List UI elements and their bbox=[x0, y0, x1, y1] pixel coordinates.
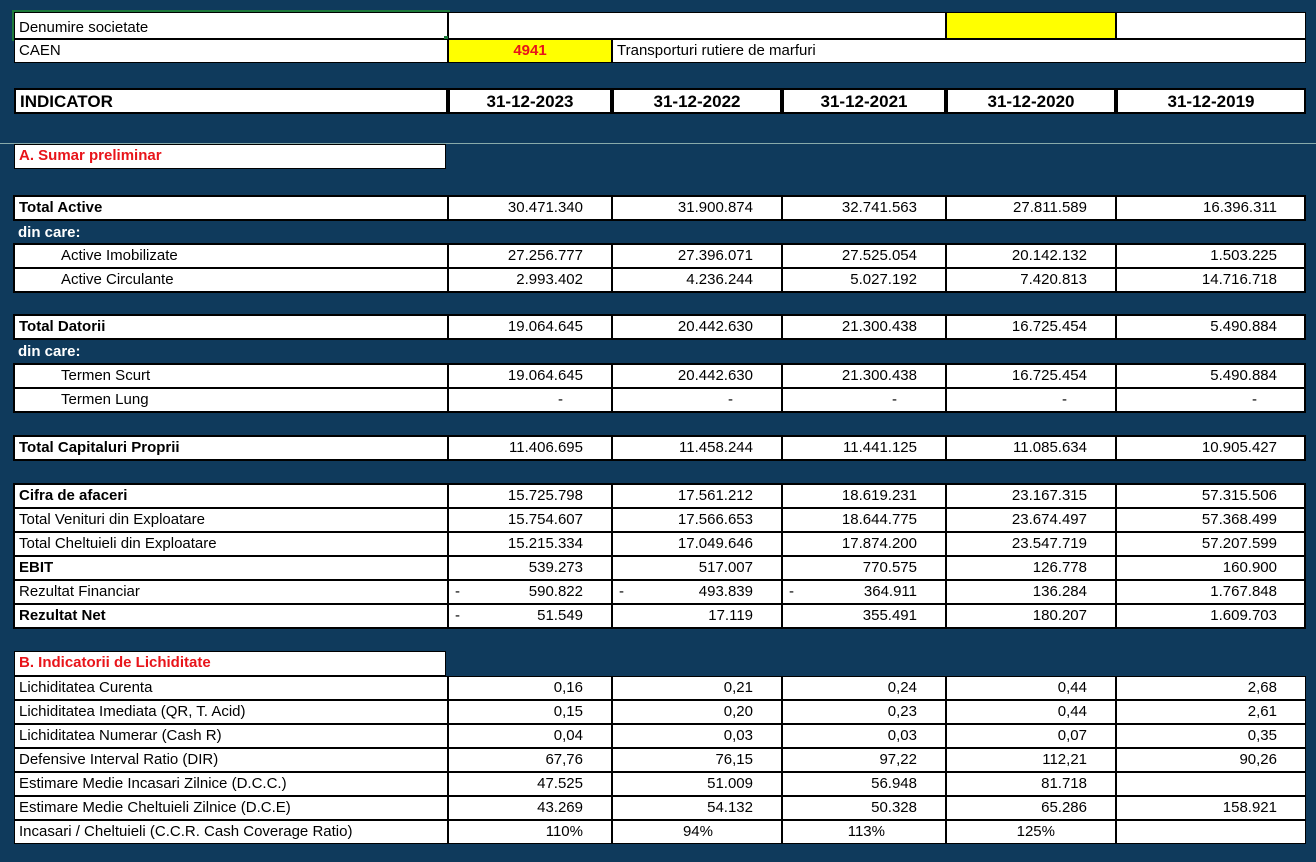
value-text: 355.491 bbox=[862, 607, 917, 624]
value-cell[interactable] bbox=[946, 268, 1116, 292]
value-text: 30.471.340 bbox=[507, 199, 583, 216]
value-text: 23.547.719 bbox=[1011, 535, 1087, 552]
value-cell[interactable] bbox=[782, 268, 946, 292]
value-text: 2.993.402 bbox=[516, 271, 583, 288]
value-cell[interactable] bbox=[946, 196, 1116, 220]
row-label[interactable]: Active Imobilizate bbox=[14, 244, 448, 268]
value-cell[interactable] bbox=[1116, 700, 1306, 724]
section-b-title[interactable]: B. Indicatorii de Lichiditate bbox=[14, 651, 446, 676]
year-header[interactable]: 31-12-2023 bbox=[448, 88, 612, 114]
value-text: 17.874.200 bbox=[841, 535, 917, 552]
value-cell[interactable] bbox=[612, 580, 782, 604]
value-cell[interactable] bbox=[448, 196, 612, 220]
value-cell[interactable] bbox=[946, 436, 1116, 460]
value-text: 94% bbox=[682, 823, 713, 840]
value-text: 51.549 bbox=[537, 607, 583, 624]
row-label[interactable]: Termen Lung bbox=[14, 388, 448, 412]
value-cell[interactable] bbox=[448, 315, 612, 339]
year-header[interactable]: 31-12-2019 bbox=[1116, 88, 1306, 114]
value-cell[interactable] bbox=[1116, 244, 1306, 268]
value-cell[interactable] bbox=[612, 196, 782, 220]
value-text: 180.207 bbox=[1032, 607, 1087, 624]
year-header[interactable]: 31-12-2022 bbox=[612, 88, 782, 114]
value-text: 16.725.454 bbox=[1011, 367, 1087, 384]
value-cell[interactable] bbox=[448, 532, 612, 556]
value-text: 1.503.225 bbox=[1210, 247, 1277, 264]
value-cell[interactable] bbox=[448, 676, 612, 700]
row-label[interactable]: Total Capitaluri Proprii bbox=[14, 436, 448, 460]
value-text: 0,15 bbox=[553, 703, 583, 720]
section-a-title[interactable]: A. Sumar preliminar bbox=[14, 144, 446, 169]
value-cell[interactable] bbox=[946, 388, 1116, 412]
value-cell[interactable] bbox=[1116, 556, 1306, 580]
value-cell[interactable] bbox=[946, 700, 1116, 724]
value-text: 0,07 bbox=[1057, 727, 1087, 744]
value-cell[interactable] bbox=[1116, 388, 1306, 412]
value-text: 5.490.884 bbox=[1210, 318, 1277, 335]
value-cell[interactable] bbox=[782, 315, 946, 339]
value-text: 81.718 bbox=[1041, 775, 1087, 792]
value-cell[interactable] bbox=[782, 724, 946, 748]
value-text: 57.207.599 bbox=[1201, 535, 1277, 552]
row-label[interactable]: Total Venituri din Exploatare bbox=[14, 508, 448, 532]
value-cell[interactable] bbox=[448, 364, 612, 388]
value-text: 23.674.497 bbox=[1011, 511, 1087, 528]
value-text: 56.948 bbox=[871, 775, 917, 792]
value-cell[interactable] bbox=[946, 604, 1116, 628]
negative-sign: - bbox=[619, 583, 624, 600]
value-cell[interactable] bbox=[1116, 820, 1306, 844]
value-cell[interactable] bbox=[782, 484, 946, 508]
value-text: 158.921 bbox=[1222, 799, 1277, 816]
caen-code[interactable]: 4941 bbox=[448, 39, 612, 63]
row-label[interactable]: Rezultat Financiar bbox=[14, 580, 448, 604]
row-label[interactable]: Estimare Medie Cheltuieli Zilnice (D.C.E) bbox=[14, 796, 448, 820]
row-label[interactable]: Lichiditatea Curenta bbox=[14, 676, 448, 700]
value-text: 51.009 bbox=[707, 775, 753, 792]
value-text: 112,21 bbox=[1042, 751, 1087, 768]
row-label[interactable]: Total Datorii bbox=[14, 315, 448, 339]
value-text: - bbox=[728, 391, 733, 408]
value-cell[interactable] bbox=[612, 268, 782, 292]
value-text: 590.822 bbox=[528, 583, 583, 600]
caen-description[interactable]: Transporturi rutiere de marfuri bbox=[612, 39, 1306, 63]
value-cell[interactable] bbox=[1116, 580, 1306, 604]
row-label[interactable]: Incasari / Cheltuieli (C.C.R. Cash Coverage Ratio) bbox=[14, 820, 448, 844]
value-cell[interactable] bbox=[448, 700, 612, 724]
value-cell[interactable] bbox=[448, 796, 612, 820]
value-text: 15.725.798 bbox=[507, 487, 583, 504]
value-cell[interactable] bbox=[448, 580, 612, 604]
value-text: 20.442.630 bbox=[677, 318, 753, 335]
value-cell[interactable] bbox=[1116, 508, 1306, 532]
value-text: 21.300.438 bbox=[841, 318, 917, 335]
cell-selection bbox=[12, 10, 450, 41]
value-text: 4.236.244 bbox=[686, 271, 753, 288]
row-label[interactable]: EBIT bbox=[14, 556, 448, 580]
value-cell[interactable] bbox=[946, 508, 1116, 532]
value-text: 27.256.777 bbox=[507, 247, 583, 264]
value-cell[interactable] bbox=[782, 556, 946, 580]
value-cell[interactable] bbox=[782, 436, 946, 460]
value-cell[interactable] bbox=[782, 604, 946, 628]
value-text: 54.132 bbox=[707, 799, 753, 816]
value-text: 1.767.848 bbox=[1210, 583, 1277, 600]
value-text: 31.900.874 bbox=[677, 199, 753, 216]
value-text: 32.741.563 bbox=[841, 199, 917, 216]
value-cell[interactable] bbox=[448, 484, 612, 508]
value-text: 18.644.775 bbox=[841, 511, 917, 528]
indicator-header[interactable]: INDICATOR bbox=[14, 88, 448, 114]
value-cell[interactable] bbox=[612, 604, 782, 628]
value-text: 15.215.334 bbox=[507, 535, 583, 552]
value-text: 0,16 bbox=[553, 679, 583, 696]
value-text: 0,35 bbox=[1247, 727, 1277, 744]
value-text: 11.458.244 bbox=[679, 439, 753, 456]
negative-sign: - bbox=[789, 583, 794, 600]
value-text: 17.049.646 bbox=[677, 535, 753, 552]
value-cell[interactable] bbox=[612, 508, 782, 532]
value-cell[interactable] bbox=[782, 508, 946, 532]
value-cell[interactable] bbox=[946, 532, 1116, 556]
value-cell[interactable] bbox=[448, 268, 612, 292]
value-text: 67,76 bbox=[545, 751, 583, 768]
value-cell[interactable] bbox=[612, 436, 782, 460]
value-cell[interactable] bbox=[946, 748, 1116, 772]
value-cell[interactable] bbox=[612, 556, 782, 580]
value-text: 27.811.589 bbox=[1013, 199, 1087, 216]
value-text: 0,23 bbox=[887, 703, 917, 720]
row-label[interactable]: Lichiditatea Numerar (Cash R) bbox=[14, 724, 448, 748]
value-text: 125% bbox=[1016, 823, 1055, 840]
value-text: 27.396.071 bbox=[677, 247, 753, 264]
value-cell[interactable] bbox=[782, 196, 946, 220]
value-cell[interactable] bbox=[946, 772, 1116, 796]
value-text: 136.284 bbox=[1032, 583, 1087, 600]
value-text: 11.406.695 bbox=[509, 439, 583, 456]
value-text: 11.085.634 bbox=[1013, 439, 1087, 456]
row-label[interactable]: Lichiditatea Imediata (QR, T. Acid) bbox=[14, 700, 448, 724]
value-cell[interactable] bbox=[946, 364, 1116, 388]
row-label[interactable]: Total Active bbox=[14, 196, 448, 220]
value-cell[interactable] bbox=[782, 700, 946, 724]
value-text: 1.609.703 bbox=[1210, 607, 1277, 624]
value-cell[interactable] bbox=[612, 244, 782, 268]
value-cell[interactable] bbox=[612, 364, 782, 388]
value-text: 113% bbox=[847, 823, 885, 840]
year-header[interactable]: 31-12-2020 bbox=[946, 88, 1116, 114]
value-text: 97,22 bbox=[879, 751, 917, 768]
value-cell[interactable] bbox=[782, 532, 946, 556]
value-text: 19.064.645 bbox=[507, 367, 583, 384]
value-text: 17.561.212 bbox=[677, 487, 753, 504]
value-text: - bbox=[1062, 391, 1067, 408]
din-care-label: din care: bbox=[18, 343, 81, 360]
company-name-label[interactable]: Denumire societate bbox=[14, 12, 448, 39]
value-text: 15.754.607 bbox=[507, 511, 583, 528]
value-cell[interactable] bbox=[782, 580, 946, 604]
blank-cell[interactable] bbox=[1116, 12, 1306, 39]
value-cell[interactable] bbox=[448, 724, 612, 748]
value-cell[interactable] bbox=[448, 772, 612, 796]
value-cell[interactable] bbox=[612, 820, 782, 844]
value-cell[interactable] bbox=[946, 724, 1116, 748]
value-text: 0,44 bbox=[1057, 703, 1087, 720]
value-cell[interactable] bbox=[946, 676, 1116, 700]
value-text: 18.619.231 bbox=[841, 487, 917, 504]
value-text: 16.725.454 bbox=[1011, 318, 1087, 335]
value-cell[interactable] bbox=[946, 244, 1116, 268]
negative-sign: - bbox=[455, 607, 460, 624]
value-text: 19.064.645 bbox=[507, 318, 583, 335]
value-cell[interactable] bbox=[612, 484, 782, 508]
value-cell[interactable] bbox=[782, 244, 946, 268]
value-cell[interactable] bbox=[612, 748, 782, 772]
value-cell[interactable] bbox=[448, 748, 612, 772]
value-text: - bbox=[1252, 391, 1257, 408]
value-text: 0,04 bbox=[553, 727, 583, 744]
value-cell[interactable] bbox=[1116, 315, 1306, 339]
value-cell[interactable] bbox=[782, 772, 946, 796]
value-cell[interactable] bbox=[612, 532, 782, 556]
value-cell[interactable] bbox=[448, 436, 612, 460]
value-text: 43.269 bbox=[537, 799, 583, 816]
value-text: 10.905.427 bbox=[1201, 439, 1277, 456]
value-text: 27.525.054 bbox=[841, 247, 917, 264]
value-text: 16.396.311 bbox=[1203, 199, 1277, 216]
value-text: 5.027.192 bbox=[850, 271, 917, 288]
value-text: 90,26 bbox=[1239, 751, 1277, 768]
value-text: 160.900 bbox=[1222, 559, 1277, 576]
din-care-label: din care: bbox=[18, 224, 81, 241]
value-text: 57.315.506 bbox=[1201, 487, 1277, 504]
value-cell[interactable] bbox=[1116, 796, 1306, 820]
value-text: 20.142.132 bbox=[1011, 247, 1087, 264]
value-text: 0,03 bbox=[723, 727, 753, 744]
value-text: 0,24 bbox=[887, 679, 917, 696]
value-cell[interactable] bbox=[1116, 196, 1306, 220]
value-text: 110% bbox=[545, 823, 583, 840]
value-text: 57.368.499 bbox=[1201, 511, 1277, 528]
value-cell[interactable] bbox=[1116, 676, 1306, 700]
year-header[interactable]: 31-12-2021 bbox=[782, 88, 946, 114]
highlight-cell[interactable] bbox=[946, 12, 1116, 39]
caen-label[interactable]: CAEN bbox=[14, 39, 448, 63]
value-text: 11.441.125 bbox=[843, 439, 917, 456]
value-cell[interactable] bbox=[782, 388, 946, 412]
value-cell[interactable] bbox=[946, 580, 1116, 604]
value-cell[interactable] bbox=[448, 508, 612, 532]
value-cell[interactable] bbox=[782, 676, 946, 700]
value-cell[interactable] bbox=[612, 796, 782, 820]
value-cell[interactable] bbox=[946, 820, 1116, 844]
value-cell[interactable] bbox=[1116, 724, 1306, 748]
value-cell[interactable] bbox=[1116, 484, 1306, 508]
value-cell[interactable] bbox=[1116, 532, 1306, 556]
value-text: - bbox=[558, 391, 563, 408]
value-text: 21.300.438 bbox=[841, 367, 917, 384]
value-cell[interactable] bbox=[448, 820, 612, 844]
value-text: 493.839 bbox=[698, 583, 753, 600]
value-cell[interactable] bbox=[782, 796, 946, 820]
value-cell[interactable] bbox=[946, 484, 1116, 508]
row-label[interactable]: Cifra de afaceri bbox=[14, 484, 448, 508]
row-label[interactable]: Termen Scurt bbox=[14, 364, 448, 388]
value-cell[interactable] bbox=[782, 748, 946, 772]
value-text: 65.286 bbox=[1041, 799, 1087, 816]
row-label[interactable]: Active Circulante bbox=[14, 268, 448, 292]
negative-sign: - bbox=[455, 583, 460, 600]
value-cell[interactable] bbox=[448, 388, 612, 412]
value-text: 5.490.884 bbox=[1210, 367, 1277, 384]
value-cell[interactable] bbox=[946, 796, 1116, 820]
value-cell[interactable] bbox=[1116, 604, 1306, 628]
row-label[interactable]: Defensive Interval Ratio (DIR) bbox=[14, 748, 448, 772]
value-text: 50.328 bbox=[871, 799, 917, 816]
value-text: 126.778 bbox=[1032, 559, 1087, 576]
value-cell[interactable] bbox=[1116, 364, 1306, 388]
row-label[interactable]: Estimare Medie Incasari Zilnice (D.C.C.) bbox=[14, 772, 448, 796]
value-text: 0,21 bbox=[723, 679, 753, 696]
value-text: 20.442.630 bbox=[677, 367, 753, 384]
value-text: 0,20 bbox=[723, 703, 753, 720]
value-text: 2,61 bbox=[1247, 703, 1277, 720]
value-text: 539.273 bbox=[528, 559, 583, 576]
value-text: 0,44 bbox=[1057, 679, 1087, 696]
value-cell[interactable] bbox=[612, 676, 782, 700]
value-text: 364.911 bbox=[863, 583, 917, 600]
value-text: 17.119 bbox=[708, 607, 753, 624]
value-cell[interactable] bbox=[1116, 436, 1306, 460]
value-cell[interactable] bbox=[448, 556, 612, 580]
value-cell[interactable] bbox=[612, 388, 782, 412]
value-text: 7.420.813 bbox=[1020, 271, 1087, 288]
value-cell[interactable] bbox=[1116, 772, 1306, 796]
value-cell[interactable] bbox=[946, 556, 1116, 580]
value-cell[interactable] bbox=[1116, 268, 1306, 292]
value-text: 76,15 bbox=[715, 751, 753, 768]
value-cell[interactable] bbox=[782, 364, 946, 388]
value-cell[interactable] bbox=[782, 820, 946, 844]
value-text: 23.167.315 bbox=[1011, 487, 1087, 504]
row-label[interactable]: Total Cheltuieli din Exploatare bbox=[14, 532, 448, 556]
value-cell[interactable] bbox=[612, 315, 782, 339]
value-text: 770.575 bbox=[862, 559, 917, 576]
value-cell[interactable] bbox=[612, 724, 782, 748]
company-name-value[interactable] bbox=[448, 12, 946, 39]
value-cell[interactable] bbox=[946, 315, 1116, 339]
value-cell[interactable] bbox=[448, 604, 612, 628]
value-text: 17.566.653 bbox=[677, 511, 753, 528]
value-text: 517.007 bbox=[698, 559, 753, 576]
value-text: 2,68 bbox=[1247, 679, 1277, 696]
value-cell[interactable] bbox=[1116, 748, 1306, 772]
value-text: 47.525 bbox=[537, 775, 583, 792]
value-cell[interactable] bbox=[612, 700, 782, 724]
value-cell[interactable] bbox=[448, 244, 612, 268]
row-label[interactable]: Rezultat Net bbox=[14, 604, 448, 628]
value-text: 0,03 bbox=[887, 727, 917, 744]
value-cell[interactable] bbox=[612, 772, 782, 796]
value-text: - bbox=[892, 391, 897, 408]
value-text: 14.716.718 bbox=[1201, 271, 1277, 288]
